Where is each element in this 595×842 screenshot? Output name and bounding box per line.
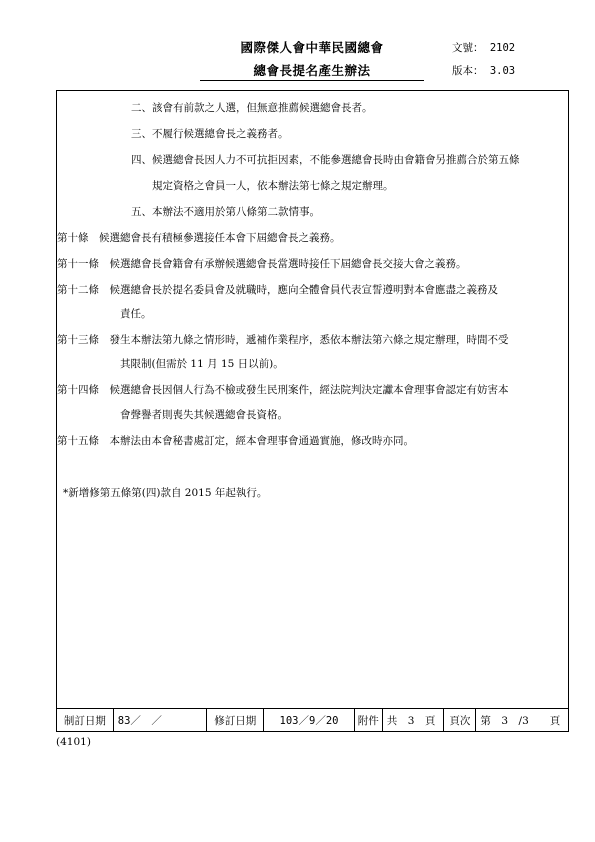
footer-table <box>56 708 569 732</box>
document-number: 文號： 2102 <box>452 42 516 54</box>
body-line: 規定資格之會員一人，依本辦法第七條之規定辦理。 <box>152 180 394 192</box>
article-11: 第十一條 候選總會長會籍會有承辦候選總會長當選時接任下屆總會長交接大會之義務。 <box>57 258 467 270</box>
document-title-line1: 國際傑人會中華民國總會 <box>240 40 384 55</box>
body-line: 會聲譽者則喪失其候選總會長資格。 <box>120 409 288 421</box>
body-line: 責任。 <box>120 308 152 320</box>
attachment-value: 共 3 頁 <box>383 709 445 731</box>
revised-label: 修訂日期 <box>207 709 264 731</box>
established-value: 83／ ／ <box>114 709 208 731</box>
page-value: 第 3 /3 頁 <box>480 714 561 727</box>
body-line: 三、不履行候選總會長之義務者。 <box>131 128 289 140</box>
content-frame <box>56 90 569 732</box>
form-code: (4101) <box>56 736 91 748</box>
title-underline <box>200 80 424 81</box>
revised-value: 103／9／20 <box>264 709 355 731</box>
article-15: 第十五條 本辦法由本會秘書處訂定，經本會理事會通過實施，修改時亦同。 <box>57 435 414 447</box>
body-line: 五、本辦法不適用於第八條第二款情事。 <box>131 206 320 218</box>
document-title-line2: 總會長提名產生辦法 <box>253 63 371 78</box>
article-12: 第十二條 候選總會長於提名委員會及就職時，應向全體會員代表宣誓遵明對本會應盡之義務及 <box>57 284 498 296</box>
article-10: 第十條 候選總會長有積極參選接任本會下屆總會長之義務。 <box>57 232 341 244</box>
document-version: 版本： 3.03 <box>452 65 516 77</box>
body-line: 四、候選總會長因人力不可抗拒因素，不能參選總會長時由會籍會另推薦合於第五條 <box>131 154 520 166</box>
body-line: 其限制(但需於 11 月 15 日以前)。 <box>120 358 284 370</box>
attachment-label: 附件 <box>355 709 383 731</box>
page-label: 頁次 <box>444 709 476 731</box>
established-label: 制訂日期 <box>57 709 114 731</box>
article-14: 第十四條 候選總會長因個人行為不檢或發生民刑案件，經法院判決定讞本會理事會認定有妨害本 <box>57 384 509 396</box>
body-line: 二、該會有前款之人選，但無意推薦候選總會長者。 <box>131 102 373 114</box>
article-13: 第十三條 發生本辦法第九條之情形時，遞補作業程序，悉依本辦法第六條之規定辦理，時間不受 <box>57 334 509 346</box>
amendment-note: *新增修第五條第(四)款自 2015 年起執行。 <box>63 487 268 499</box>
